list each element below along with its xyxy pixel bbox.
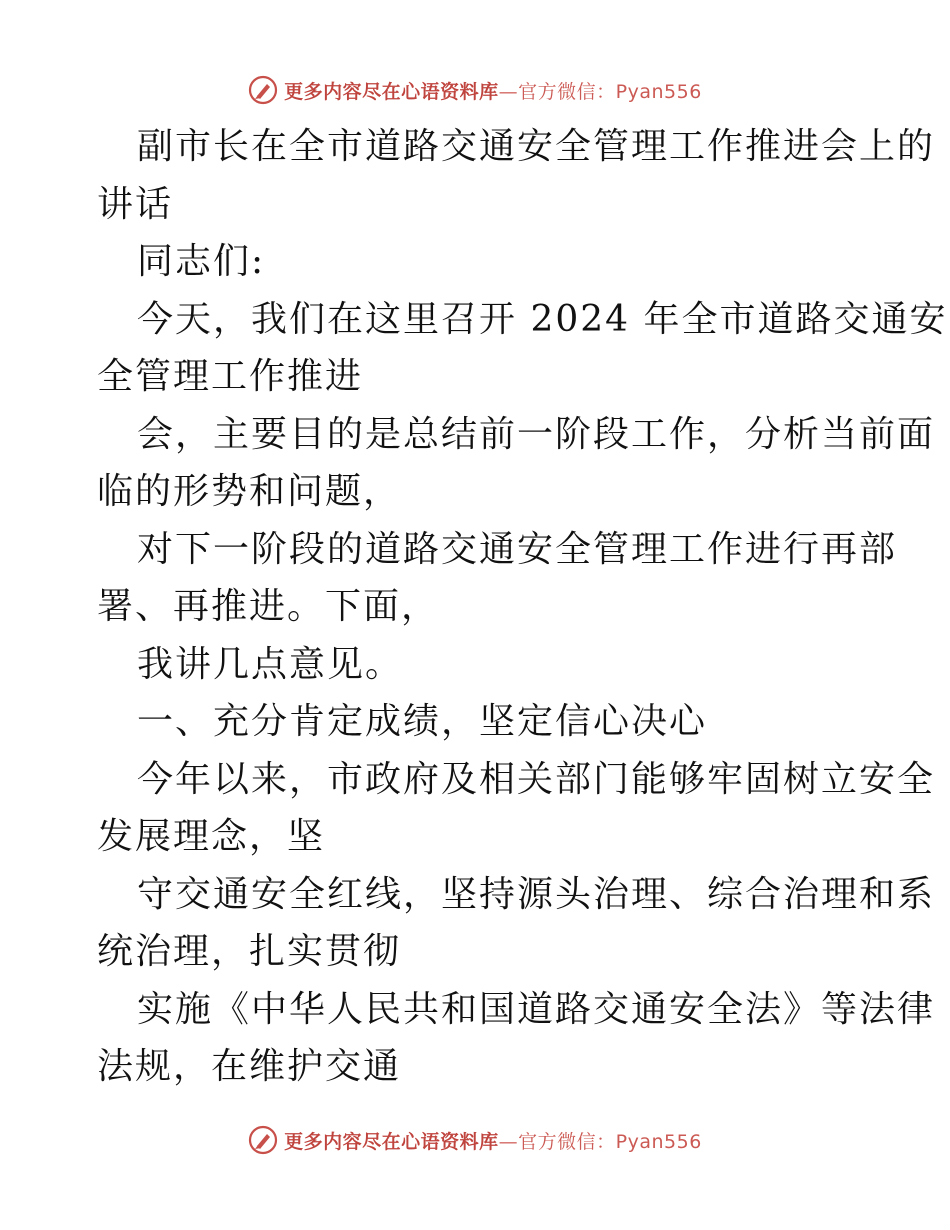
- document-line: 临的形势和问题，: [97, 471, 402, 512]
- document-line: 对下一阶段的道路交通安全管理工作进行再部: [137, 528, 898, 570]
- footer-watermark: [0, 1120, 950, 1160]
- document-line: 统治理，扎实贯彻: [97, 931, 402, 972]
- document-line: 会，主要目的是总结前一阶段工作，分析当前面: [137, 413, 936, 455]
- document-line: 法规，在维护交通: [97, 1046, 402, 1087]
- watermark-dash: —: [498, 1130, 519, 1153]
- pen-seal-icon: [248, 1125, 278, 1155]
- watermark-text: [284, 77, 702, 104]
- document-line: 我讲几点意见。: [137, 643, 404, 685]
- watermark-title: 更多内容尽在心语资料库: [284, 80, 499, 103]
- document-line: 副市长在全市道路交通安全管理工作推进会上的: [137, 126, 936, 167]
- pen-seal-icon: [248, 75, 278, 105]
- watermark-text: [284, 1127, 702, 1154]
- document-line: 今年以来，市政府及相关部门能够牢固树立安全: [137, 758, 936, 800]
- watermark-contact: 官方微信：Pyan556: [518, 1130, 702, 1153]
- document-line: 同志们:: [137, 241, 266, 282]
- watermark-title: 更多内容尽在心语资料库: [284, 1130, 499, 1153]
- watermark-dash: —: [498, 80, 519, 103]
- header-watermark: [0, 70, 950, 110]
- document-line: 一、充分肯定成绩，坚定信心决心: [137, 701, 708, 742]
- document-line: 实施《中华人民共和国道路交通安全法》等法律: [137, 988, 936, 1030]
- document-line: 全管理工作推进: [97, 356, 364, 397]
- document-line: 守交通安全红线，坚持源头治理、综合治理和系: [137, 873, 936, 915]
- document-body: [97, 118, 948, 1096]
- document-line: 今天，我们在这里召开 2024 年全市道路交通安: [137, 298, 948, 340]
- document-line: 署、再推进。下面，: [97, 586, 440, 627]
- document-line: 讲话: [97, 183, 174, 225]
- document-line: 发展理念，坚: [97, 816, 326, 857]
- watermark-contact: 官方微信：Pyan556: [518, 80, 702, 103]
